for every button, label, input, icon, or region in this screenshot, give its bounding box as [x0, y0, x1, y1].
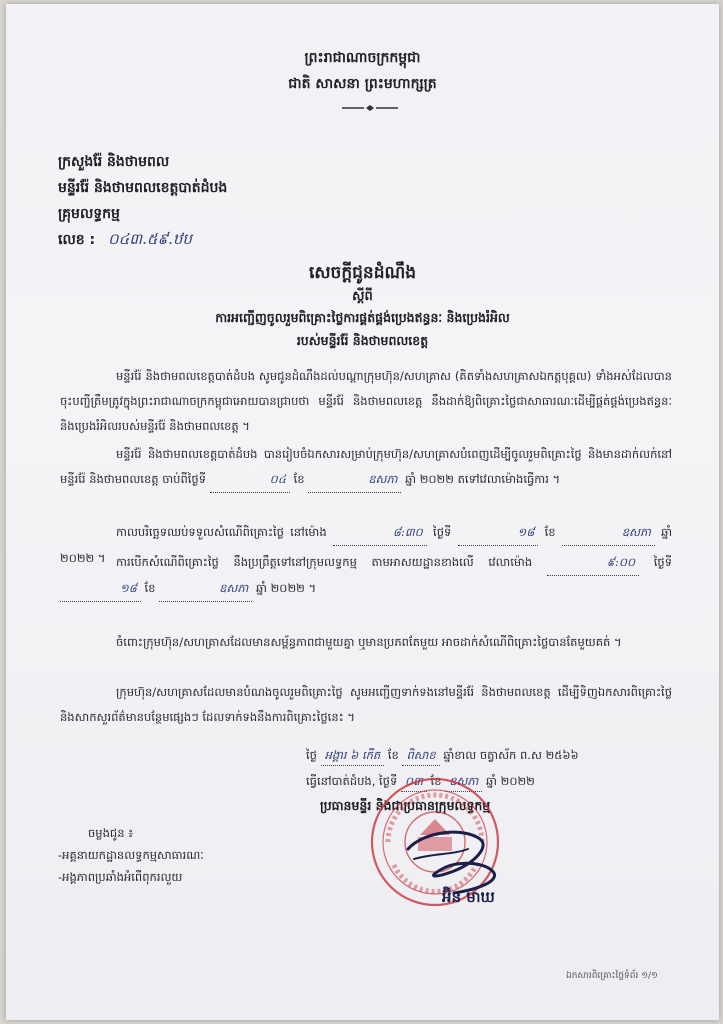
opening-text: ការបើកសំណើពិគ្រោះថ្លៃ នឹងប្រព្រឹត្តទៅនៅក្រុមលទ្ធកម្ម តាមអាសយដ្ឋានខាងលើ វេលាម៉ោង: [116, 555, 533, 569]
national-motto: ជាតិ សាសនា ព្រះមហាក្សត្រ: [288, 76, 437, 92]
documents-month-label: ខែ: [293, 472, 305, 486]
lunar-month: ពិសាខ: [402, 748, 439, 766]
paragraph-opening: [60, 550, 672, 602]
documents-start-month: ឧសភា: [308, 467, 401, 493]
footer-note: ឯកសារពិគ្រោះថ្លៃទំព័រ ១/១: [566, 971, 658, 981]
document-page: [6, 4, 719, 1020]
lunar-year: ឆ្នាំខាល ចត្វាស័ក ព.ស ២៥៦៦: [443, 748, 579, 762]
deadline-year: ២០២២ ។: [60, 551, 106, 565]
place-prefix: ធ្វើនៅបាត់ដំបង, ថ្ងៃទី: [306, 774, 398, 788]
lunar-date-line: [306, 748, 696, 766]
reference-number: ០៤៣.៥៩.ឋប: [108, 230, 192, 248]
issue-year: ២០២២: [500, 774, 535, 788]
opening-day-label: ថ្ងៃទី: [653, 555, 672, 569]
deadline-time: ៨:៣០: [333, 520, 427, 546]
signature-icon: [394, 819, 504, 899]
issue-month-label: ខែ: [430, 774, 442, 788]
lunar-day: អង្គារ ៦ កើត: [321, 748, 385, 766]
opening-day: ១៨: [60, 576, 141, 602]
committee-name: គ្រុមលទ្ធកម្ម: [58, 206, 120, 222]
opening-month: ឧសភា: [159, 576, 252, 602]
documents-start-day: ០៤: [210, 467, 290, 493]
copies-item-anticorruption: -អង្គភាពប្រឆាំងអំពើពុករលួយ: [58, 870, 183, 884]
subject-line-2: របស់មន្ទីររ៉ែ និងថាមពលខេត្ត: [296, 333, 429, 348]
issue-year-label: ឆ្នាំ: [486, 774, 497, 788]
paragraph-affiliation: ចំពោះក្រុមហ៊ុន/សហគ្រាសដែលមានសម្ព័ន្ធភាពជាមួយគ្នា ឬមានប្រភពតែមួយ អាចដាក់សំណើពិគ្រោះថ្លៃបានតែមួយគត់ ។: [116, 635, 622, 649]
department-name: មន្ទីររ៉ែ និងថាមពលខេត្តបាត់ដំបង: [58, 180, 228, 196]
copies-label: ចម្លងជូន ៖: [88, 826, 134, 840]
deadline-day: ១៨: [458, 520, 539, 546]
reference-label: លេខ :: [58, 232, 96, 248]
ornament-divider-icon: [342, 104, 398, 112]
documents-start-year: ២០២២: [419, 472, 454, 486]
deadline-year-label: ឆ្នាំ: [661, 525, 673, 539]
lunar-month-label: ខែ: [387, 748, 399, 762]
deadline-month: ឧសភា: [562, 520, 655, 546]
paragraph-intro: មន្ទីររ៉ែ និងថាមពលខេត្តបាត់ដំបង សូមជូនដំណឹងដល់បណ្តាក្រុមហ៊ុន/សហគ្រាស (គិតទាំងសហគ្រាសឯកត្តបុគ្គល) ទាំងអស់ដែលបានចុះបញ្ជីត្រឹមត្រូវក្នុងព្រះរាជាណាចក្រកម្ពុជាអោយបានជ្រាបថា មន្ទីររ៉ែ និងថាមពលខេត្ត នឹងដាក់ឱ្យពិគ្រោះថ្លៃជាសាធារណៈដើម្បីផ្គត់ផ្គង់ប្រេងឥន្ធនៈ និងប្រេងរំអិលរបស់មន្ទីររ៉ែ និងថាមពលខេត្ត ។: [60, 369, 672, 433]
subject-line-1: ការអញ្ជើញចូលរួមពិគ្រោះថ្លៃការផ្គត់ផ្គង់ប្រេងឥន្ធនៈ និងប្រេងរំអិល: [215, 310, 510, 325]
documents-tail: តទៅវេលាម៉ោងធ្វើការ ។: [457, 472, 561, 486]
opening-year-label: ឆ្នាំ: [255, 581, 267, 595]
opening-time: ៩:០០: [547, 550, 639, 576]
opening-month-label: ខែ: [144, 581, 156, 595]
documents-year-label: ឆ្នាំ: [405, 472, 417, 486]
opening-year: ២០២២ ។: [270, 581, 317, 595]
deadline-day-label: ថ្ងៃទី: [433, 525, 452, 539]
subject-label: ស្តីពី: [352, 289, 373, 304]
signer-name: អ៊ិន មាឃ: [442, 888, 495, 906]
deadline-month-label: ខែ: [544, 525, 556, 539]
lunar-prefix: ថ្ងៃ: [306, 748, 317, 762]
paragraph-contact: ក្រុមហ៊ុន/សហគ្រាសដែលមានបំណងចូលរួមពិគ្រោះថ្លៃ សូមអញ្ជើញទាក់ទងនៅមន្ទីររ៉ែ និងថាមពលខេត្ត ដើម្បីទិញឯកសារពិគ្រោះថ្លៃ និងសាកសួរព័ត៌មានបន្ថែមផ្សេងៗ ដែលទាក់ទងនឹងការពិគ្រោះថ្លៃនេះ ។: [60, 685, 672, 724]
paragraph-documents: [60, 442, 672, 493]
ministry-name: ក្រសួងរ៉ែ និងថាមពល: [58, 154, 170, 170]
issue-day: ០៣: [401, 774, 427, 792]
reference-row: [58, 230, 192, 252]
notice-title: សេចក្តីជូនដំណឹង: [308, 263, 417, 283]
copies-item-procurement: -អគ្គនាយកដ្ឋានលទ្ធកម្មសាធារណៈ: [58, 848, 204, 862]
issue-month: ឧសភា: [445, 774, 482, 792]
deadline-text: កាលបរិច្ឆេទឈប់ទទួលសំណើពិគ្រោះថ្លៃ នៅម៉ោង: [116, 525, 327, 539]
documents-text: មន្ទីររ៉ែ និងថាមពលខេត្តបាត់ដំបង បានរៀបចំឯកសារសម្រាប់ក្រុមហ៊ុន/សហគ្រាសបំពេញដើម្បីចូលរួមពិគ្រោះថ្លៃ និងមានដាក់លក់នៅមន្ទីររ៉ែ និងថាមពលខេត្ត ចាប់ពីថ្ងៃទី: [60, 447, 672, 486]
signer-title: ប្រធានមន្ទីរ និងជាប្រធានក្រុមលទ្ធកម្ម: [320, 798, 491, 813]
kingdom-heading: ព្រះរាជាណាចក្រកម្ពុជា: [304, 50, 421, 66]
